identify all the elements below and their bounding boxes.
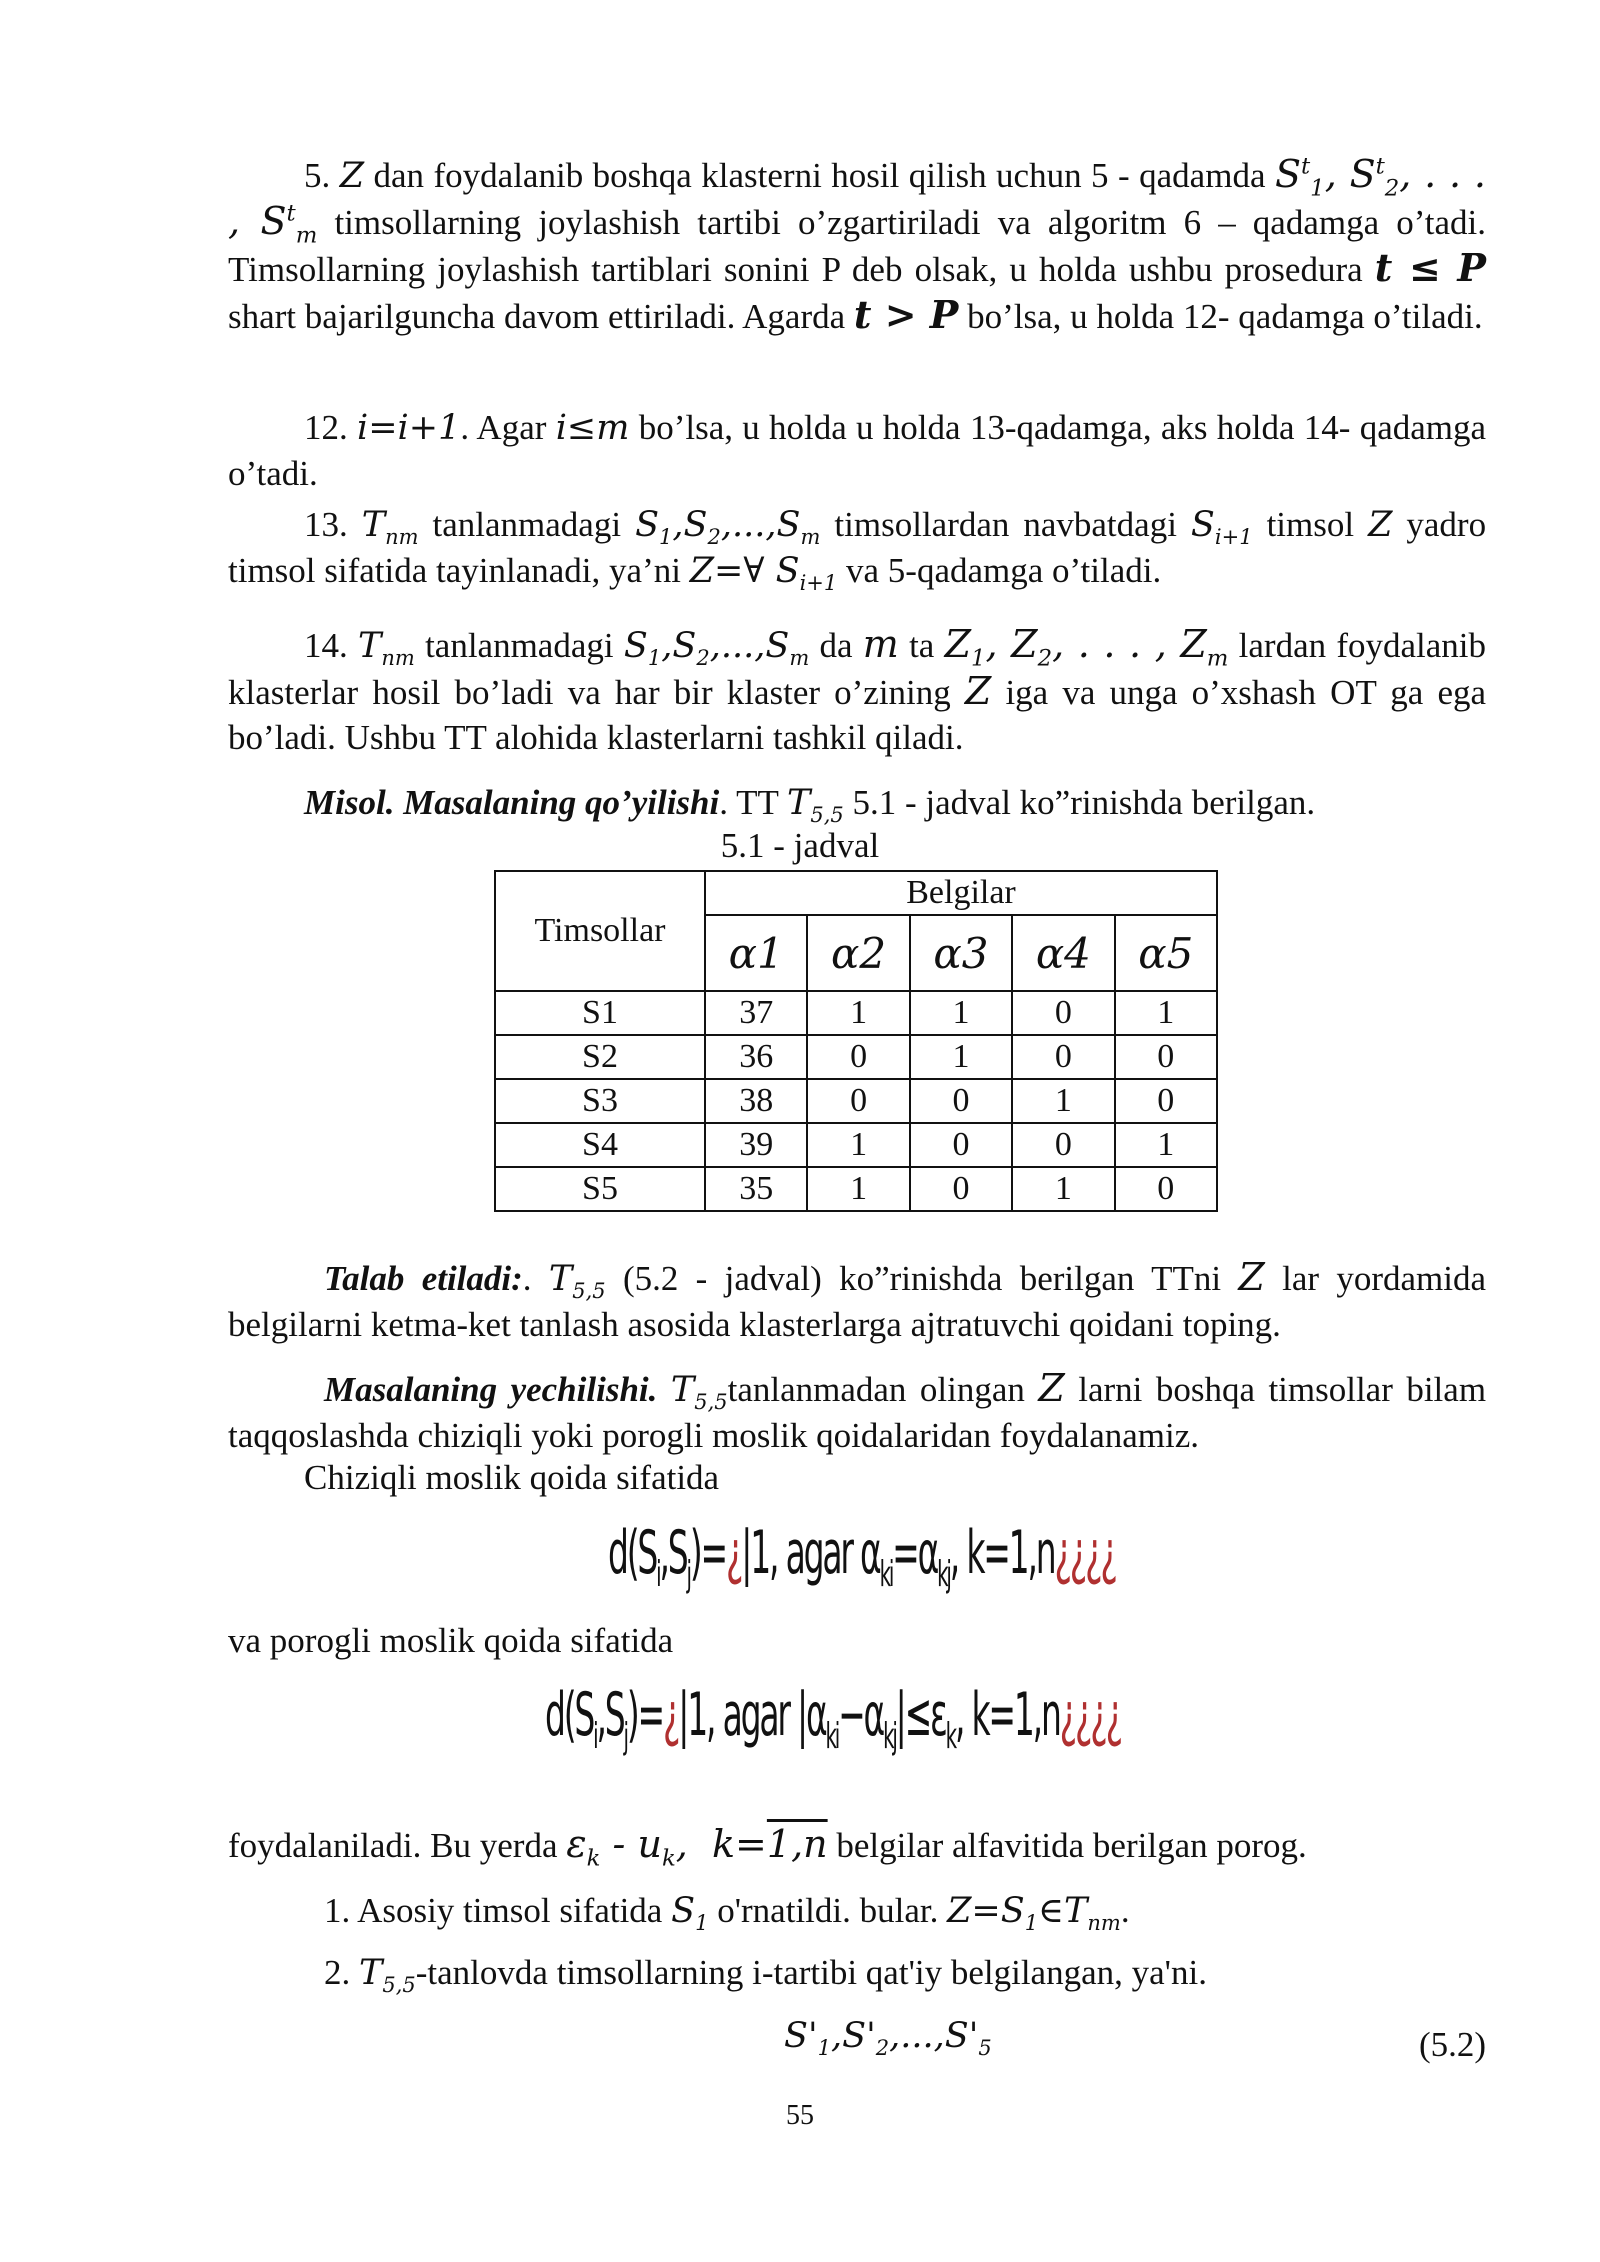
paragraph-text: bo’lsa, u holda u holda 13-qadamga, aks holda 14- qadamga o’tadi. [228, 408, 1487, 493]
step-number: 5. [304, 156, 331, 195]
table-cell: 0 [1115, 1079, 1217, 1123]
formula-part: )= [626, 1680, 663, 1750]
paragraph-threshold-rule: va porogli moslik qoida sifatida [228, 1621, 674, 1660]
math-m: m [862, 622, 899, 666]
table-cell: 1 [910, 1035, 1012, 1079]
paragraph-text: lar yordamida belgilarni ketma-ket tanlash asosida klasterlarga ajtratuvchi qoidani toping. [228, 1259, 1486, 1344]
math-increment: i=i+1 [357, 408, 461, 448]
paragraph-requirement: Talab etiladi:. $T_{5,5}$ (5.2 - jadval) ko”rinishda berilgan TTni Z lar yordamida belgilarni ketma-ket tanlash asosida klasterlarga ajtratuvchi qoidani toping. [228, 1255, 1486, 1344]
paragraph-text: tanlanmadagi [432, 505, 622, 544]
paragraph-step-13 [228, 502, 1486, 594]
solution-lead: Masalaning yechilishi. [324, 1370, 658, 1409]
math-t-55: $T_{5,5}$ [548, 1259, 606, 1303]
math-symbol-list: $S_1,S_2,...,S_m$ [623, 626, 810, 670]
page-number: 55 [786, 2100, 814, 2131]
table-cell: 0 [910, 1123, 1012, 1167]
math-z: Z [1238, 1255, 1265, 1299]
table-cell: 1 [1115, 1123, 1217, 1167]
paragraph-step-12 [228, 405, 1486, 496]
example-lead: Misol. Masalaning qo’yilishi [304, 783, 720, 822]
paragraph-text: iga va unga o’xshash OT ga ega bo’ladi. Ushbu TT alohida klasterlarni tashkil qiladi. [228, 673, 1487, 757]
data-table [494, 870, 1218, 1212]
math-z-membership: $Z=S_1\in T_{nm}$ [947, 1891, 1121, 1935]
math-s1: $S_1$ [671, 1891, 709, 1935]
paragraph-text: va 5-qadamga o’tiladi. [846, 551, 1162, 590]
table-cell: 0 [910, 1167, 1012, 1211]
paragraph-text: (5.2 - jadval) ko”rinishda berilgan TTni [622, 1259, 1222, 1298]
paragraph-text: 1. Asosiy timsol sifatida [324, 1891, 663, 1930]
table-caption: 5.1 - jadval [720, 826, 880, 865]
table-row [495, 991, 1217, 1035]
paragraph-text: tanlanmadagi [425, 626, 614, 665]
table-cell: 0 [1012, 1123, 1114, 1167]
paragraph-example [228, 780, 1486, 826]
paragraph-text: foydalaniladi. Bu yerda [228, 1826, 558, 1865]
paragraph-text: 2. [324, 1953, 351, 1992]
step-number: 12. [304, 408, 348, 447]
paragraph-text: 5.1 - jadval ko”rinishda berilgan. [852, 783, 1316, 822]
formula-part: |≤ε [895, 1680, 946, 1750]
math-t-55: $T_{5,5}$ [670, 1370, 728, 1414]
formula-threshold: $d(S_i,S_j)=¿|1$, agar $|\alpha_{ki}-\alpha_{kj}|\le\varepsilon_k$, k=1,n¿¿¿¿ [545, 1680, 1121, 1757]
table-cell: 1 [807, 991, 909, 1035]
paragraph-text: bo’lsa, u holda 12- qadamga o’tiladi. [967, 297, 1483, 336]
paragraph-item-1 [228, 1888, 1486, 1934]
paragraph-text: timsollarning joylashish tartibi o’zgartiriladi va algoritm 6 – qadamga o’tadi. Timsollarning joylashish tartiblari sonini P deb olsak, u holda ushbu prosedura [228, 203, 1486, 289]
table-cell: 1 [1115, 991, 1217, 1035]
table-cell: 0 [910, 1079, 1012, 1123]
math-symbol-list: $S_1,S_2,...,S_m$ [635, 505, 821, 549]
row-label: S2 [495, 1035, 705, 1079]
table-cell: 0 [1012, 1035, 1114, 1079]
table-cell: 36 [705, 1035, 807, 1079]
table-row [495, 1123, 1217, 1167]
formula-part: |1, agar α [741, 1518, 880, 1588]
math-z: Z [1038, 1366, 1065, 1410]
table-cell: 0 [1012, 991, 1114, 1035]
equation-number: (5.2) [1418, 2025, 1486, 2064]
paragraph-epsilon [228, 1822, 1486, 1872]
paragraph-text: yadro timsol sifatida tayinlanadi, ya’ni [228, 505, 1487, 590]
table-cell: 0 [1115, 1035, 1217, 1079]
table-cell: 39 [705, 1123, 807, 1167]
formula-part: |1, agar |α [678, 1680, 826, 1750]
paragraph-text: -tanlovda timsollarning i-tartibi qat'iy belgilangan, ya'ni. [415, 1953, 1207, 1992]
math-condition: t ≤ P [1374, 245, 1486, 290]
paragraph-text: larni boshqa timsollar bilam taqqoslashda chiziqli yoki porogli moslik qoidalaridan foydalanamiz. [228, 1370, 1487, 1455]
math-s-i-plus-1: $S_{i+1}$ [1190, 505, 1253, 549]
paragraph-text: lardan foydalanib klasterlar hosil bo’ladi va har bir klaster o’zining [228, 626, 1487, 712]
paragraph-text: . TT [719, 783, 779, 822]
table-cell: 37 [705, 991, 807, 1035]
table-cell: 1 [1012, 1079, 1114, 1123]
formula-part: d(S [608, 1518, 657, 1588]
paragraph-item-2 [228, 1950, 1486, 1996]
formula-artifact: ¿ [725, 1518, 742, 1588]
paragraph-step-5 [228, 152, 1486, 339]
table-row [495, 1079, 1217, 1123]
requirement-lead: Talab etiladi: [324, 1259, 523, 1298]
formula-artifact: ¿¿¿¿ [1054, 1518, 1116, 1588]
row-label: S1 [495, 991, 705, 1035]
math-z-list: $Z_1$, $Z_2$, . . . , $Z_m$ [944, 622, 1229, 672]
paragraph-text: ta [909, 626, 935, 665]
step-number: 14. [304, 626, 348, 665]
row-label: S5 [495, 1167, 705, 1211]
paragraph-text: belgilar alfavitida berilgan porog. [836, 1826, 1307, 1865]
math-t-55: $T_{5,5}$ [786, 783, 844, 827]
formula-part: d(S [545, 1680, 594, 1750]
paragraph-text: dan foydalanib boshqa klasterni hosil qilish uchun 5 - qadamda [373, 156, 1266, 195]
table-row [495, 1167, 1217, 1211]
alpha-header: α5 [1115, 915, 1217, 991]
table-cell: 38 [705, 1079, 807, 1123]
table-cell: 1 [1012, 1167, 1114, 1211]
paragraph-solution [228, 1366, 1486, 1458]
math-condition: t > P [853, 292, 959, 337]
step-number: 13. [304, 505, 348, 544]
math-symbol-sequence: $S^t_1$, $S^t_2$, . . . , $S^t_m$ [228, 152, 1487, 249]
formula-artifact: ¿¿¿¿ [1059, 1680, 1121, 1750]
formula-artifact: ¿ [662, 1680, 679, 1750]
sequence-5-2: $S'_1,S'_2,...,S'_5$ [784, 2016, 992, 2060]
row-header: Timsollar [495, 871, 705, 991]
paragraph-text: timsol [1266, 505, 1355, 544]
row-label: S3 [495, 1079, 705, 1123]
paragraph-text: tanlanmadan olingan [727, 1370, 1025, 1409]
math-epsilon-u: $\varepsilon_k - u_k$, k=1,n [566, 1822, 828, 1872]
math-z: Z [964, 669, 992, 713]
table-cell: 35 [705, 1167, 807, 1211]
alpha-header: α2 [807, 915, 909, 991]
math-z: Z [339, 156, 365, 196]
math-t-nm: $T_{nm}$ [358, 626, 415, 670]
paragraph-step-14 [228, 622, 1486, 760]
math-condition: i≤m [555, 408, 630, 448]
math-assignment: Z=∀ $S_{i+1}$ [689, 551, 838, 595]
math-t-nm: $T_{nm}$ [361, 505, 419, 549]
paragraph-text: . Agar [460, 408, 547, 447]
paragraph-text: shart bajarilguncha davom ettiriladi. Agarda [228, 297, 846, 336]
paragraph-text: o'rnatildi. bular. [717, 1891, 939, 1930]
group-header: Belgilar [705, 871, 1217, 915]
formula-part: , k=1,n [954, 1680, 1060, 1750]
table-cell: 1 [807, 1123, 909, 1167]
alpha-header: α1 [705, 915, 807, 991]
math-z: Z [1368, 505, 1393, 545]
math-t-55: $T_{5,5}$ [359, 1953, 416, 1997]
table-cell: 0 [807, 1035, 909, 1079]
table-row [495, 1035, 1217, 1079]
alpha-header: α3 [910, 915, 1012, 991]
paragraph-text: da [819, 626, 853, 665]
table-cell: 1 [807, 1167, 909, 1211]
paragraph-linear-rule: Chiziqli moslik qoida sifatida [304, 1458, 720, 1497]
paragraph-text: timsollardan navbatdagi [834, 505, 1177, 544]
row-label: S4 [495, 1123, 705, 1167]
formula-linear: $d(S_i,S_j)=¿|1$, agar $\alpha_{ki}=\alpha_{kj}$, k=1,n¿¿¿¿ [608, 1518, 1116, 1595]
formula-part: , k=1,n [949, 1518, 1055, 1588]
formula-part: −α [838, 1680, 884, 1750]
paragraph-text: . [1120, 1891, 1130, 1930]
formula-part: )= [689, 1518, 726, 1588]
table-cell: 0 [1115, 1167, 1217, 1211]
table-cell: 0 [807, 1079, 909, 1123]
table-cell: 1 [910, 991, 1012, 1035]
alpha-header: α4 [1012, 915, 1114, 991]
